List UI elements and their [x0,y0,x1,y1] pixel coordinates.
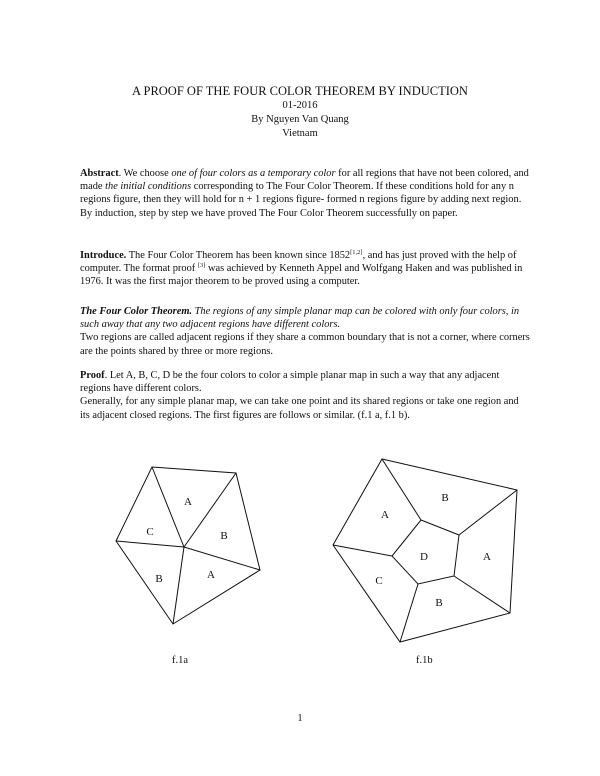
f1a-label-bottom-right: A [207,569,215,581]
proof-heading: Proof [80,370,105,381]
proof-section [69,369,531,422]
f1b-edge-5 [333,545,392,556]
theorem-section [69,305,531,358]
theorem-statement: The regions of any simple planar map can be colored with only four colors, in such away that any two adjacent regions have different colors. [80,306,520,331]
abstract-text-3: for all regions that have not been colored, and made [80,168,529,193]
abstract-section [69,167,531,220]
introduce-text-3: was achieved by Kenneth Appel and Wolfgang Haken and was published in 1976. It was the first major theorem to be proved using a computer. [80,263,523,288]
f1b-label-center: D [420,551,428,563]
f1a-caption: f.1a [172,655,189,666]
f1b-label-top: B [441,492,449,504]
f1a-label-left: C [146,526,154,538]
proof-text-2: Generally, for any simple planar map, we can take one point and its shared regions or take one region and its adjacent closed regions. The first figures are follows or similar. (f.1 a, f.1 b). [80,396,519,421]
f1a-label-bottom-left: B [155,573,163,585]
introduce-heading: Introduce. [80,250,127,261]
abstract-text-5: corresponding to The Four Color Theorem. If these conditions hold for any n regions figure, then they will hold for n + 1 regions figure- formed n regions figure by adding next region. By induction, step by step we have proved The Four Color Theorem successfully on paper. [80,181,522,219]
f1b-label-bottom-left: C [375,575,383,587]
figure-f1b [320,450,540,650]
abstract-text-2: one of four colors as a temporary color [171,168,336,179]
proof-text-1: . Let A, B, C, D be the four colors to color a simple planar map in such a way that any adjacent regions have different colors. [80,370,500,395]
f1a-edge-1 [152,467,184,547]
abstract-text-1: . We choose [118,168,172,179]
f1a-edge-2 [184,473,236,547]
abstract-text-4: the initial conditions [105,181,192,193]
introduce-ref-2: [3] [197,262,206,270]
paper-country: Vietnam [282,128,318,139]
f1b-label-right: A [483,551,491,563]
introduce-text-2: , and has just proved with the help of computer. The format proof [80,250,517,275]
page-number: 1 [297,713,303,724]
introduce-ref-1: [1,2] [350,249,363,256]
introduce-text-1: The Four Color Theorem has been known since 1852 [126,250,351,261]
f1a-edge-4 [173,547,184,624]
figure-f1a [100,460,270,630]
f1b-caption: f.1b [416,655,433,666]
f1b-edge-3 [454,576,510,613]
f1b-label-bottom: B [435,597,443,609]
introduce-section [69,249,531,289]
f1a-label-right: B [220,530,228,542]
f1a-label-top: A [184,496,192,508]
theorem-heading: The Four Color Theorem. [80,306,192,317]
paper-date: 01-2016 [282,100,318,111]
f1b-label-left: A [381,509,389,521]
paper-title: A PROOF OF THE FOUR COLOR THEOREM BY INDUCTION [132,84,468,98]
theorem-definition: Two regions are called adjacent regions if they share a common boundary that is not a corner, where corners are the points shared by three or more regions. [80,332,530,357]
f1a-edge-5 [116,541,184,547]
f1a-edge-3 [184,547,260,570]
f1a-outer-boundary [116,467,260,624]
paper-author: By Nguyen Van Quang [251,114,349,125]
abstract-heading: Abstract [80,168,119,179]
f1b-edge-2 [459,490,517,535]
f1b-edge-4 [400,584,418,642]
